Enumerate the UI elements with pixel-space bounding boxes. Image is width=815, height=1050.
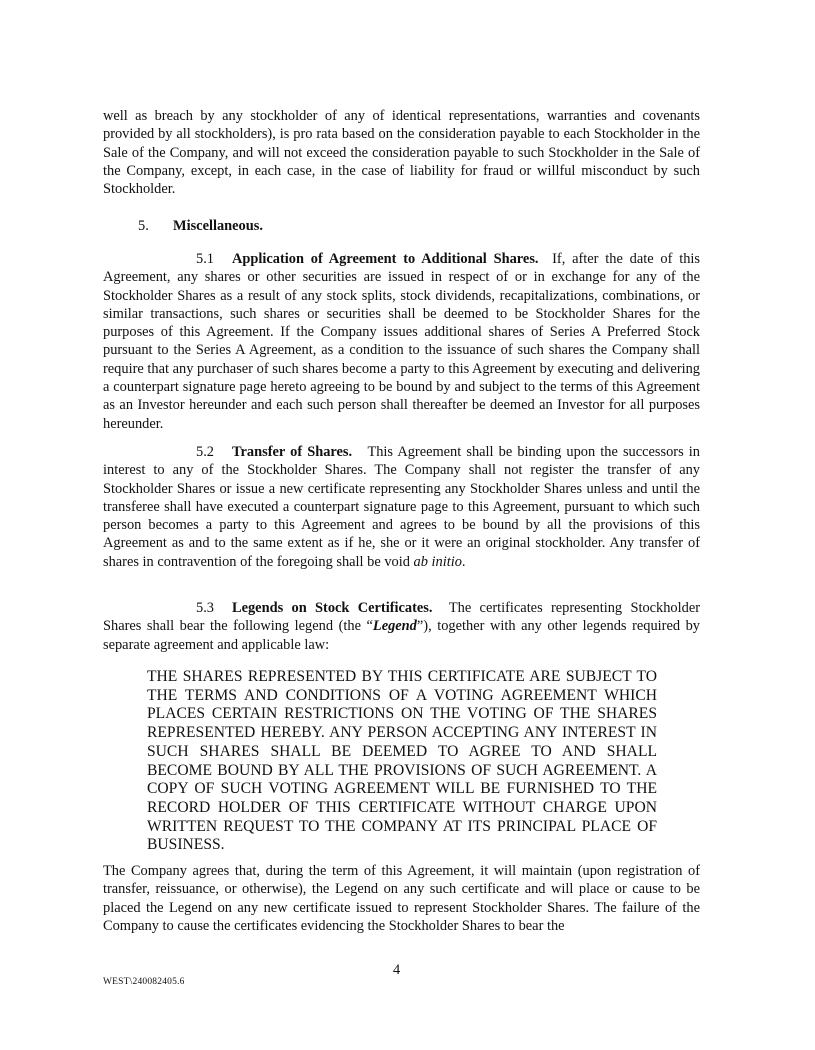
document-id: WEST\240082405.6: [103, 977, 185, 987]
section-5-1: [103, 250, 700, 433]
section-5-2-text: This Agreement shall be binding upon the successors in interest to any of the Stockholder Shares. The Company shall not register the transfer of any Stockholder Shares or issue a new certificate representing any Stockholder Shares unless and until the transferee shall have executed a counterpart signature page to this Agreement, pursuant to which such person becomes a party to this Agreement and agrees to be bound by all the provisions of this Agreement as and to the same extent as if he, she or it were an original stockholder. Any transfer of shares in contravention of the foregoing shall be void: [103, 444, 700, 570]
section-5-2-end: .: [461, 553, 466, 570]
section-5-2-latin: ab initio: [413, 553, 462, 570]
section-5-1-text: If, after the date of this Agreement, any shares or other securities are issued in respect of or in exchange for any of the Stockholder Shares as a result of any stock splits, stock dividends, recapitalizations, combinations, or similar transactions, such shares or securities shall be deemed to be Stockholder Shares for the purposes of this Agreement. If the Company issues additional shares of Series A Preferred Stock pursuant to the Series A Agreement, as a condition to the issuance of such shares the Company shall require that any purchaser of such shares become a party to this Agreement by executing and delivering a counterpart signature page hereto agreeing to be bound by and subject to the terms of this Agreement as an Investor hereunder and each such person shall thereafter be deemed an Investor for all purposes hereunder.: [103, 251, 700, 432]
section-5-3: [103, 599, 700, 654]
section-5-2-number: 5.2: [196, 444, 214, 460]
section-5-1-number: 5.1: [196, 251, 214, 267]
section-5-2: [103, 443, 700, 571]
page-number: 4: [393, 962, 401, 978]
section-5-title: Miscellaneous.: [173, 218, 263, 234]
section-5-3-number: 5.3: [196, 600, 214, 616]
section-5-3-text-after: ”), together with any other legends required by separate agreement and applicable law:: [103, 618, 700, 653]
section-5-number: 5.: [138, 218, 149, 234]
section-5-2-title: Transfer of Shares.: [232, 444, 353, 460]
section-5-heading: [103, 217, 700, 235]
section-5-1-title: Application of Agreement to Additional Shares.: [232, 251, 539, 267]
after-legend-paragraph: The Company agrees that, during the term of this Agreement, it will maintain (upon registration of transfer, reissuance, or otherwise), the Legend on any such certificate and will place or cause to be placed the Legend on any new certificate issued to represent Stockholder Shares. The failure of the Company to cause the certificates evidencing the Stockholder Shares to bear the: [103, 863, 700, 934]
section-5-3-title: Legends on Stock Certificates.: [232, 600, 433, 616]
section-5-3-text-before: The certificates representing Stockholder Shares shall bear the following legend (the “: [103, 600, 700, 635]
defined-term-legend: Legend: [372, 618, 417, 635]
carryover-paragraph: well as breach by any stockholder of any of identical representations, warranties and covenants provided by all stockholders), is pro rata based on the consideration payable to each Stockholder in the Sale of the Company, and will not exceed the consideration payable to such Stockholder in the Sale of the Company, except, in each case, in the case of liability for fraud or willful misconduct by such Stockholder.: [103, 108, 700, 198]
stock-legend-text: THE SHARES REPRESENTED BY THIS CERTIFICATE ARE SUBJECT TO THE TERMS AND CONDITIONS OF A VOTING AGREEMENT WHICH PLACES CERTAIN RESTRICTIONS ON THE VOTING OF THE SHARES REPRESENTED HEREBY. ANY PERSON ACCEPTING ANY INTEREST IN SUCH SHARES SHALL BE DEEMED TO AGREE TO AND SHALL BECOME BOUND BY ALL THE PROVISIONS OF SUCH AGREEMENT. A COPY OF SUCH VOTING AGREEMENT WILL BE FURNISHED TO THE RECORD HOLDER OF THIS CERTIFICATE WITHOUT CHARGE UPON WRITTEN REQUEST TO THE COMPANY AT ITS PRINCIPAL PLACE OF BUSINESS.: [147, 668, 657, 854]
